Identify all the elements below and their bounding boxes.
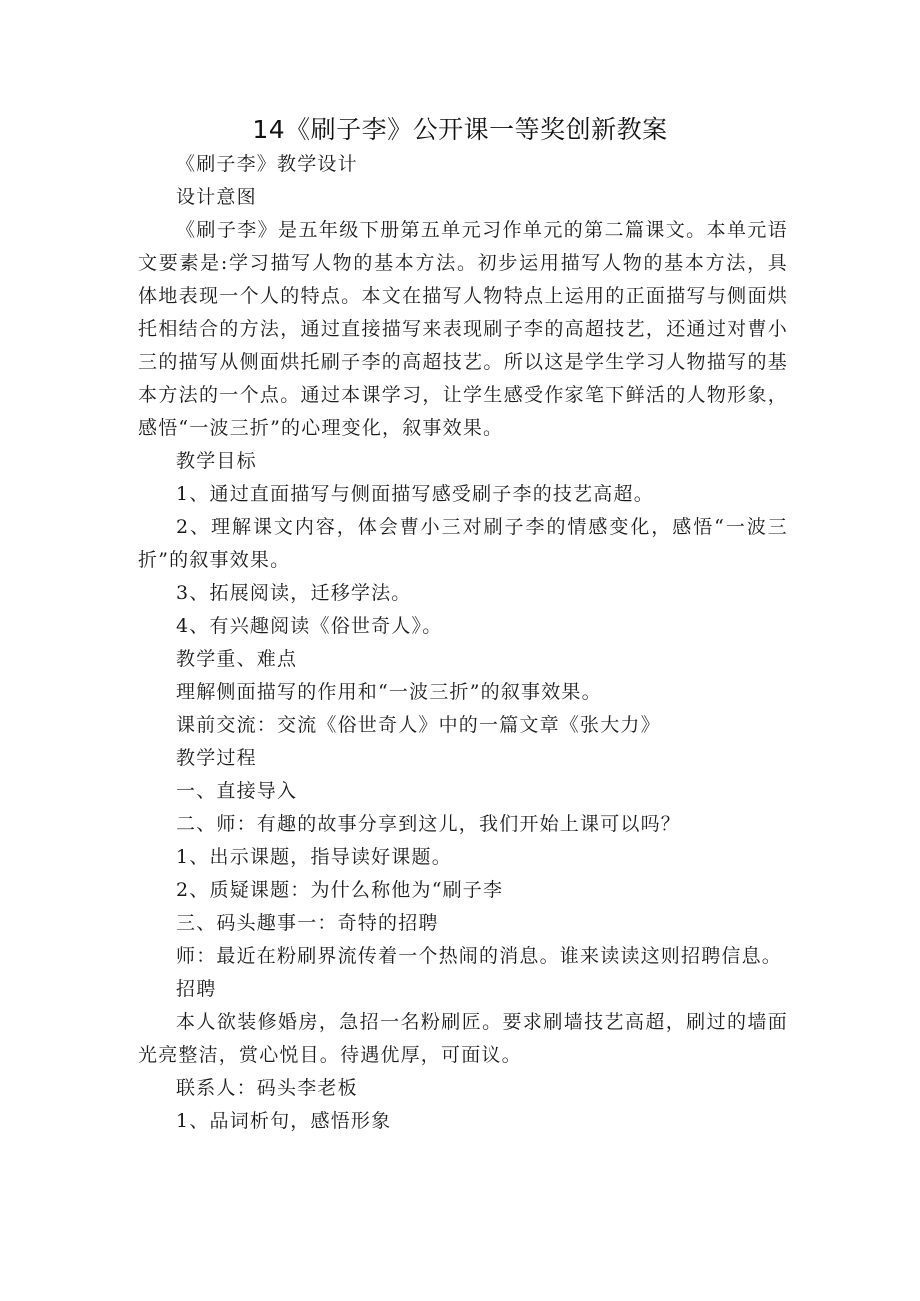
key-points-paragraph: 理解侧面描写的作用和“一波三折”的叙事效果。 (176, 681, 602, 703)
notice-body: 本人欲装修婚房，急招一名粉刷匠。要求刷墙技艺高超，刷过的墙面光亮整洁，赏心悦目。待遇优厚，可面议。 (138, 1011, 788, 1066)
section-heading-design-intent: 设计意图 (176, 186, 257, 208)
process-step: 三、码头趣事一：奇特的招聘 (176, 912, 439, 934)
process-substep: 2、质疑课题：为什么称他为“刷子李 (176, 879, 504, 901)
objective-item: 2、理解课文内容，体会曹小三对刷子李的情感变化，感悟“一波三折”的叙事效果。 (138, 516, 788, 571)
objective-item: 1、通过直面描写与侧面描写感受刷子李的技艺高超。 (176, 483, 654, 505)
document-body (138, 148, 788, 1138)
notice-contact: 联系人：码头李老板 (176, 1077, 358, 1099)
subtitle-paragraph: 《刷子李》教学设计 (176, 153, 358, 175)
process-step: 二、师：有趣的故事分享到这儿，我们开始上课可以吗？ (176, 813, 682, 835)
section-heading-process: 教学过程 (176, 747, 257, 769)
process-step: 一、直接导入 (176, 780, 298, 802)
document-title: 14《刷子李》公开课一等奖创新教案 (252, 115, 668, 144)
objective-item: 4、有兴趣阅读《俗世奇人》。 (176, 615, 443, 637)
pre-class-paragraph: 课前交流：交流《俗世奇人》中的一篇文章《张大力》 (176, 714, 661, 736)
section-heading-objectives: 教学目标 (176, 450, 257, 472)
objective-item: 3、拓展阅读，迁移学法。 (176, 582, 412, 604)
notice-heading: 招聘 (176, 978, 217, 1000)
process-substep: 1、品词析句，感悟形象 (176, 1110, 392, 1132)
process-substep: 1、出示课题，指导读好课题。 (176, 846, 452, 868)
teacher-line: 师：最近在粉刷界流传着一个热闹的消息。谁来读读这则招聘信息。 (176, 945, 783, 967)
section-heading-key-points: 教学重、难点 (176, 648, 298, 670)
design-intent-paragraph: 《刷子李》是五年级下册第五单元习作单元的第二篇课文。本单元语文要素是:学习描写人物的基本方法。初步运用描写人物的基本方法，具体地表现一个人的特点。本文在描写人物特点上运用的正面描写与侧面烘托相结合的方法，通过直接描写来表现刷子李的高超技艺，还通过对曹小三的描写从侧面烘托刷子李的高超技艺。所以这是学生学习人物描写的基本方法的一个点。通过本课学习，让学生感受作家笔下鲜活的人物形象，感悟“一波三折”的心理变化，叙事效果。 (138, 219, 788, 439)
